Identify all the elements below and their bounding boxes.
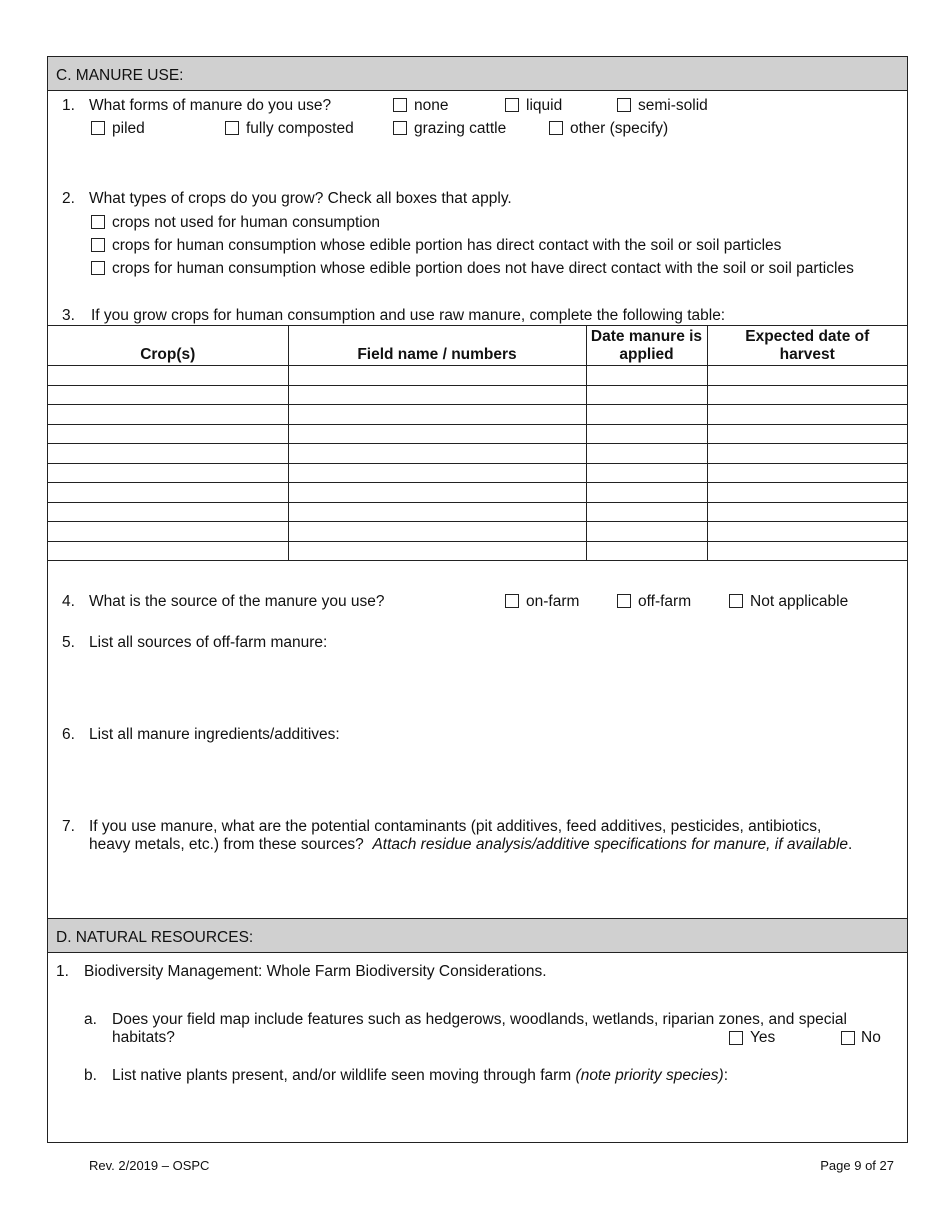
label-liquid: liquid <box>526 97 563 114</box>
table-row <box>48 424 907 444</box>
q2-number: 2. <box>62 190 75 207</box>
table-cell[interactable] <box>707 541 907 561</box>
q7-line2-italic: Attach residue analysis/additive specifications for manure, if available <box>372 836 849 853</box>
table-cell[interactable] <box>586 522 707 542</box>
label-semi-solid: semi-solid <box>638 97 708 114</box>
table-cell[interactable] <box>48 541 288 561</box>
q5-text: List all sources of off-farm manure: <box>89 634 328 651</box>
label-on-farm: on-farm <box>526 593 580 610</box>
label-yes: Yes <box>750 1029 776 1046</box>
table-cell[interactable] <box>586 444 707 464</box>
table-cell[interactable] <box>707 522 907 542</box>
label-other: other (specify) <box>570 120 669 137</box>
table-cell[interactable] <box>586 502 707 522</box>
checkbox-yes[interactable] <box>729 1031 743 1045</box>
label-fully-composted: fully composted <box>246 120 354 137</box>
col-field-name: Field name / numbers <box>288 326 586 366</box>
section-c-title: C. MANURE USE: <box>56 67 184 84</box>
table-cell[interactable] <box>586 405 707 425</box>
table-cell[interactable] <box>48 405 288 425</box>
q7-line2-text: heavy metals, etc.) from these sources? <box>89 836 364 853</box>
table-row <box>48 502 907 522</box>
table-cell[interactable] <box>586 385 707 405</box>
table-cell[interactable] <box>288 385 586 405</box>
table-row <box>48 385 907 405</box>
label-none: none <box>414 97 449 114</box>
table-cell[interactable] <box>586 366 707 386</box>
q6-number: 6. <box>62 726 75 743</box>
label-crops-not-human: crops not used for human consumption <box>112 214 380 231</box>
table-cell[interactable] <box>707 405 907 425</box>
checkbox-piled[interactable] <box>91 121 105 135</box>
table-cell[interactable] <box>586 483 707 503</box>
table-cell[interactable] <box>586 541 707 561</box>
table-cell[interactable] <box>707 424 907 444</box>
checkbox-crops-not-human[interactable] <box>91 215 105 229</box>
da-line2: habitats? <box>112 1029 175 1046</box>
checkbox-grazing-cattle[interactable] <box>393 121 407 135</box>
q1-number: 1. <box>62 97 75 114</box>
q2-text: What types of crops do you grow? Check all boxes that apply. <box>89 190 512 207</box>
checkbox-semi-solid[interactable] <box>617 98 631 112</box>
q1-text: What forms of manure do you use? <box>89 97 332 114</box>
table-cell[interactable] <box>586 424 707 444</box>
checkbox-not-applicable[interactable] <box>729 594 743 608</box>
table-cell[interactable] <box>48 444 288 464</box>
label-piled: piled <box>112 120 145 137</box>
checkbox-none[interactable] <box>393 98 407 112</box>
manure-application-table <box>48 325 907 561</box>
q6-text: List all manure ingredients/additives: <box>89 726 340 743</box>
q7-number: 7. <box>62 818 75 835</box>
table-cell[interactable] <box>48 463 288 483</box>
q4-number: 4. <box>62 593 75 610</box>
table-header-row <box>48 326 907 366</box>
label-no: No <box>861 1029 881 1046</box>
checkbox-crops-direct-contact[interactable] <box>91 238 105 252</box>
table-cell[interactable] <box>48 483 288 503</box>
table-cell[interactable] <box>48 424 288 444</box>
table-cell[interactable] <box>586 463 707 483</box>
table-cell[interactable] <box>288 424 586 444</box>
table-cell[interactable] <box>707 385 907 405</box>
table-cell[interactable] <box>707 444 907 464</box>
table-row <box>48 463 907 483</box>
q3-text: If you grow crops for human consumption and use raw manure, complete the following table: <box>91 307 726 324</box>
table-cell[interactable] <box>707 502 907 522</box>
checkbox-crops-no-contact[interactable] <box>91 261 105 275</box>
footer-revision: Rev. 2/2019 – OSPC <box>89 1158 210 1173</box>
checkbox-no[interactable] <box>841 1031 855 1045</box>
table-cell[interactable] <box>48 366 288 386</box>
table-cell[interactable] <box>288 463 586 483</box>
checkbox-liquid[interactable] <box>505 98 519 112</box>
table-cell[interactable] <box>288 405 586 425</box>
table-cell[interactable] <box>288 483 586 503</box>
table-cell[interactable] <box>707 366 907 386</box>
db-end: : <box>723 1067 729 1084</box>
d1-text: Biodiversity Management: Whole Farm Biodiversity Considerations. <box>84 963 547 980</box>
db-line <box>112 1067 728 1085</box>
q7-line2-end: . <box>848 836 853 853</box>
da-line1: Does your field map include features such as hedgerows, woodlands, wetlands, riparian zones, and special <box>112 1011 847 1028</box>
table-cell[interactable] <box>288 541 586 561</box>
label-off-farm: off-farm <box>638 593 692 610</box>
db-letter: b. <box>84 1067 97 1084</box>
table-cell[interactable] <box>288 366 586 386</box>
q5-number: 5. <box>62 634 75 651</box>
label-crops-no-contact: crops for human consumption whose edible portion does not have direct contact with the soil or soil particles <box>112 260 854 277</box>
col-crops: Crop(s) <box>48 326 288 366</box>
table-row <box>48 366 907 386</box>
db-italic: (note priority species) <box>575 1067 724 1084</box>
footer-page-number: Page 9 of 27 <box>820 1158 894 1173</box>
table-row <box>48 522 907 542</box>
table-cell[interactable] <box>288 522 586 542</box>
checkbox-fully-composted[interactable] <box>225 121 239 135</box>
q3-number: 3. <box>62 307 75 324</box>
q4-text: What is the source of the manure you use? <box>89 593 385 610</box>
checkbox-on-farm[interactable] <box>505 594 519 608</box>
checkbox-other[interactable] <box>549 121 563 135</box>
table-cell[interactable] <box>48 385 288 405</box>
table-cell[interactable] <box>707 463 907 483</box>
label-grazing-cattle: grazing cattle <box>414 120 507 137</box>
da-letter: a. <box>84 1011 97 1028</box>
q7-line1: If you use manure, what are the potential contaminants (pit additives, feed additives, pesticides, antibiotics, <box>89 818 822 835</box>
table-row <box>48 405 907 425</box>
label-crops-direct-contact: crops for human consumption whose edible portion has direct contact with the soil or soil particles <box>112 237 782 254</box>
table-row <box>48 541 907 561</box>
table-cell[interactable] <box>48 502 288 522</box>
checkbox-off-farm[interactable] <box>617 594 631 608</box>
col-date-applied: Date manure is applied <box>586 326 707 366</box>
table-cell[interactable] <box>288 502 586 522</box>
table-cell[interactable] <box>288 444 586 464</box>
table-row <box>48 483 907 503</box>
section-d-title: D. NATURAL RESOURCES: <box>56 929 254 946</box>
table-cell[interactable] <box>48 522 288 542</box>
d1-number: 1. <box>56 963 69 980</box>
col-harvest-date: Expected date of harvest <box>707 326 907 366</box>
table-row <box>48 444 907 464</box>
db-text: List native plants present, and/or wildlife seen moving through farm <box>112 1067 572 1084</box>
q7-line2 <box>89 836 852 854</box>
label-not-applicable: Not applicable <box>750 593 849 610</box>
table-cell[interactable] <box>707 483 907 503</box>
